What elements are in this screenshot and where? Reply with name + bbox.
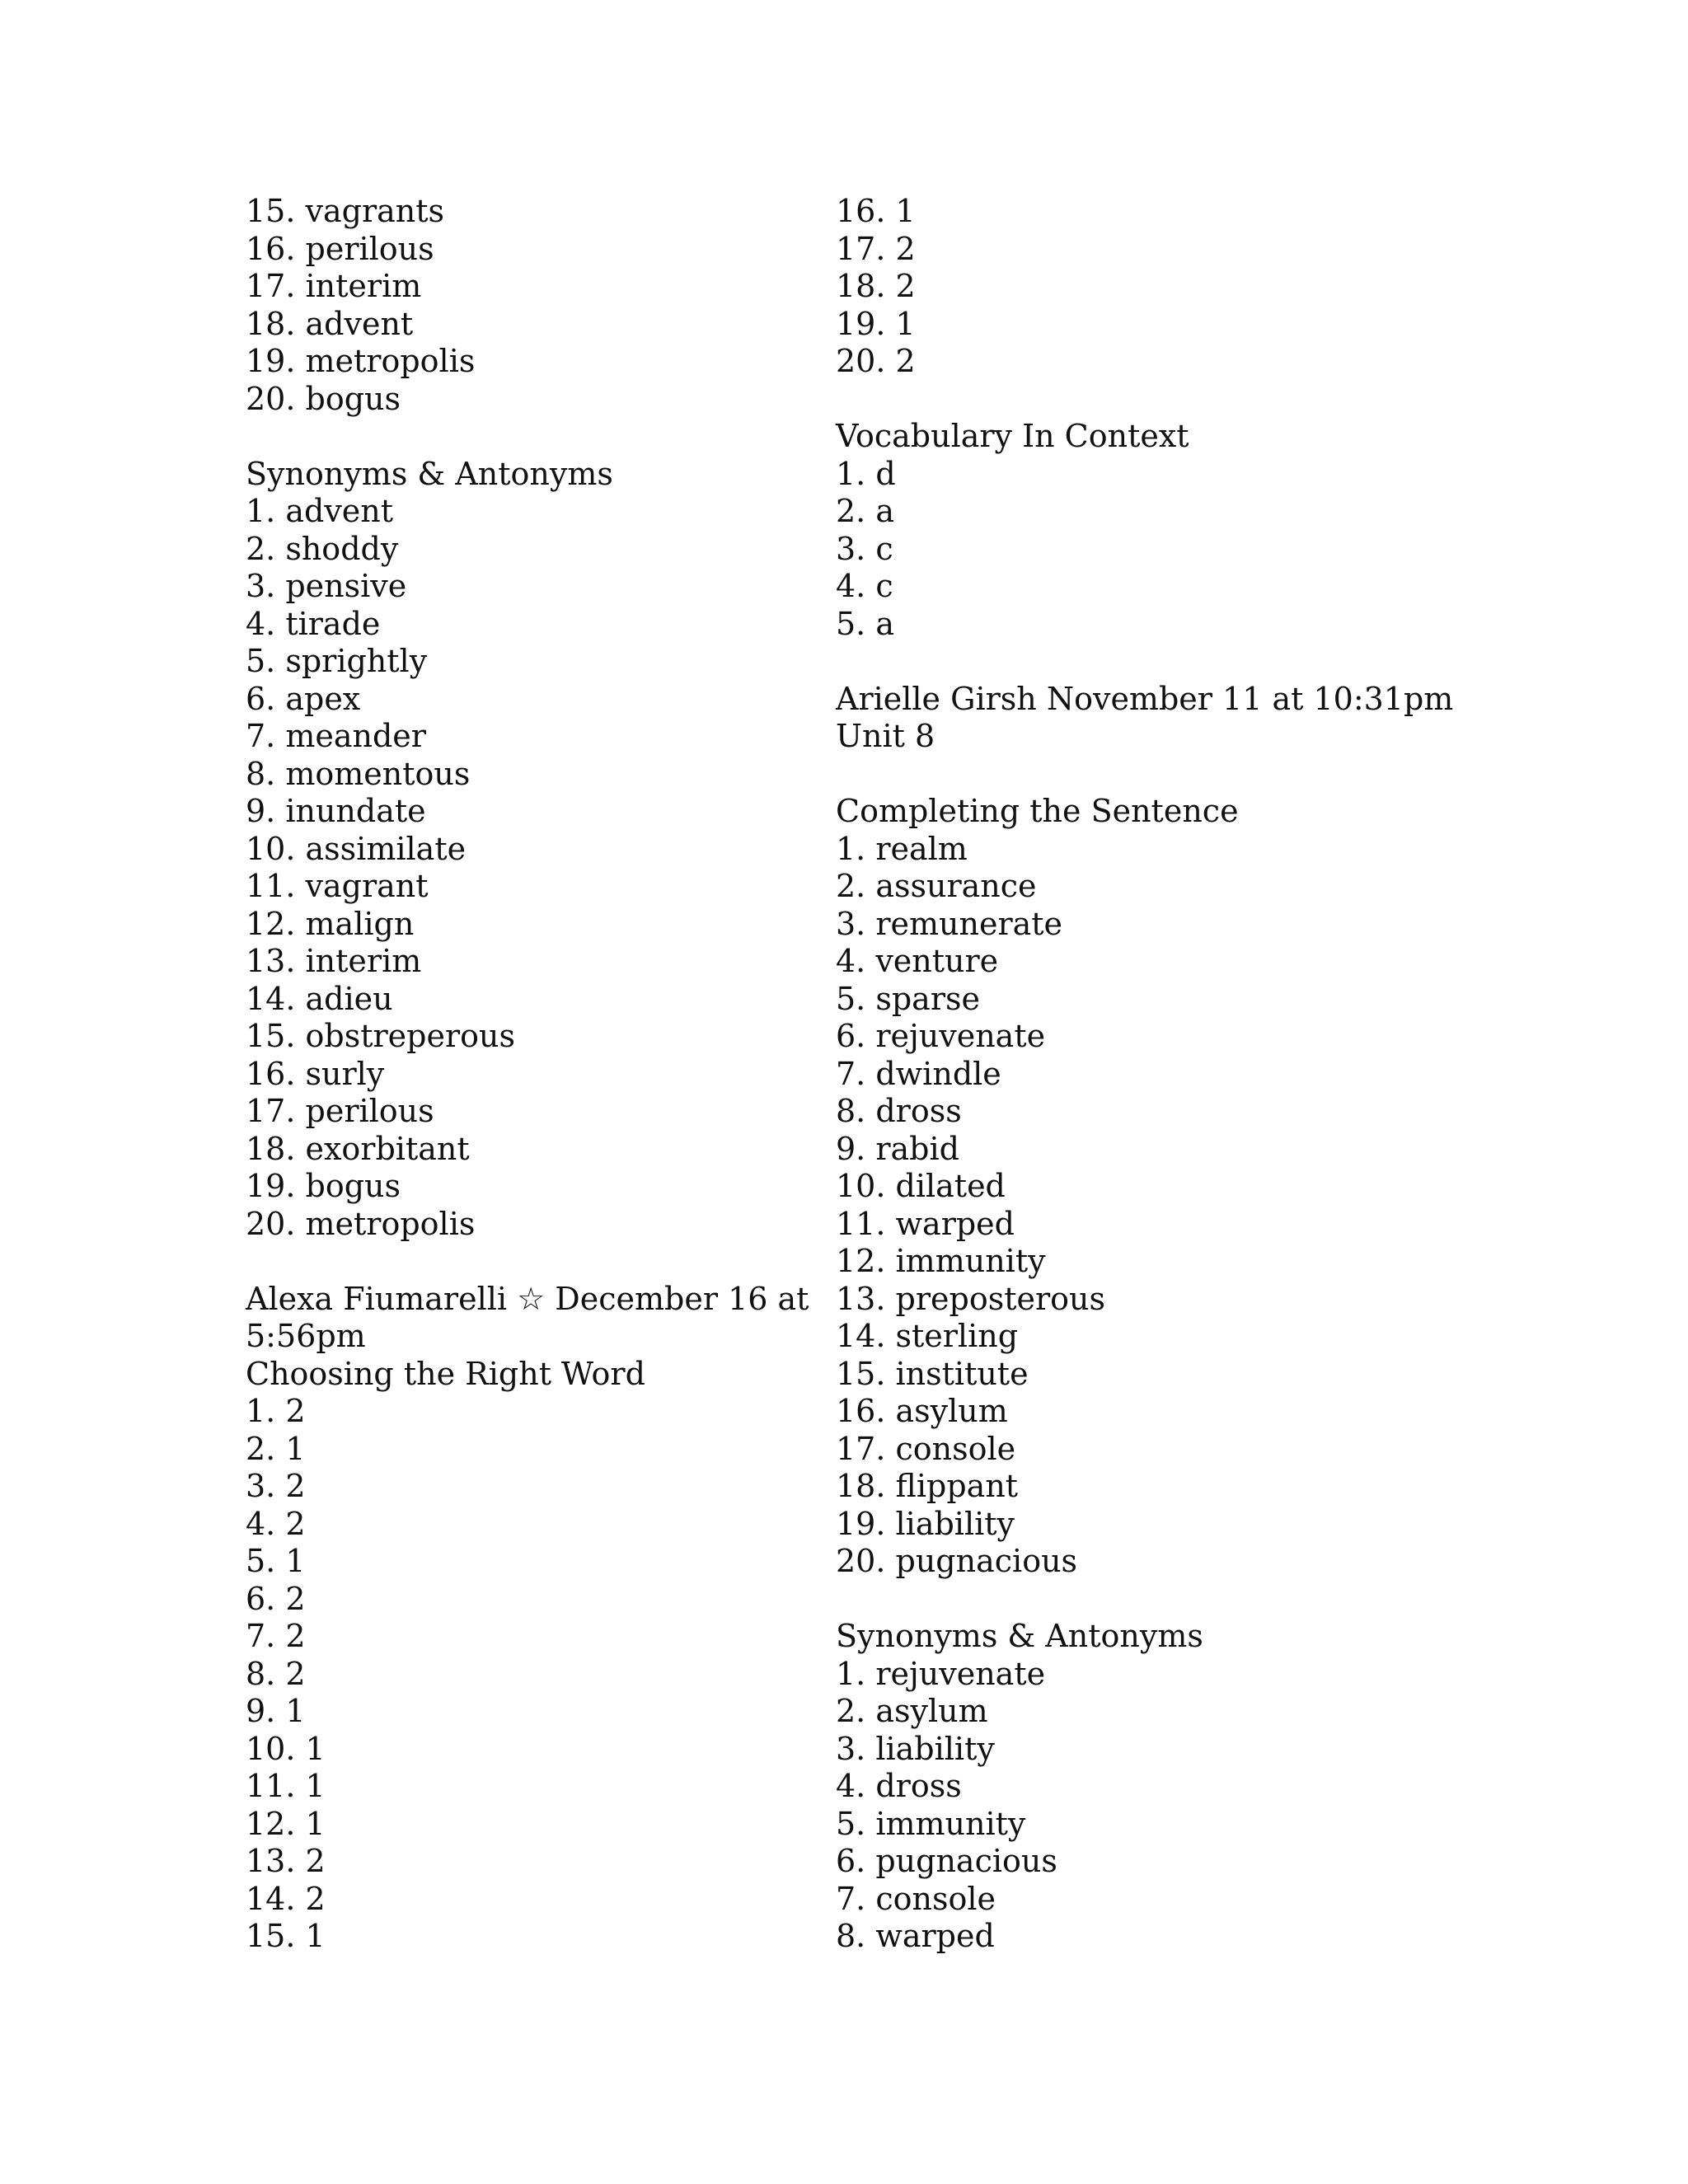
list-item: 14. adieu — [246, 980, 393, 1017]
author-line: Alexa Fiumarelli ☆ December 16 at — [246, 1280, 809, 1317]
list-item: 20. metropolis — [246, 1205, 476, 1242]
list-item: 2. asylum — [836, 1693, 988, 1729]
list-item: 10. 1 — [246, 1730, 326, 1767]
list-item: 5. immunity — [836, 1805, 1026, 1842]
list-item: 1. realm — [836, 830, 968, 867]
list-item: 17. interim — [246, 268, 422, 304]
blank-line — [246, 418, 823, 456]
list-item: 16. asylum — [836, 1393, 1008, 1429]
list-item: 16. surly — [246, 1055, 385, 1092]
list-item: 8. 2 — [246, 1655, 306, 1692]
list-item: 9. inundate — [246, 793, 426, 829]
list-item: 1. d — [836, 455, 896, 492]
blank-line — [836, 643, 1413, 681]
list-item: 2. a — [836, 493, 894, 529]
list-item: 18. 2 — [836, 268, 916, 304]
list-item: 2. shoddy — [246, 530, 399, 567]
list-item: 6. pugnacious — [836, 1843, 1057, 1879]
list-item: 6. rejuvenate — [836, 1018, 1046, 1054]
list-item: 10. assimilate — [246, 830, 467, 867]
list-item: 19. bogus — [246, 1168, 401, 1204]
section-heading: Synonyms & Antonyms — [836, 1618, 1203, 1654]
list-item: 4. c — [836, 568, 893, 604]
list-item: 2. assurance — [836, 868, 1037, 904]
list-item: 13. 2 — [246, 1843, 326, 1879]
list-item: 8. momentous — [246, 755, 471, 792]
list-item: 18. exorbitant — [246, 1130, 470, 1167]
list-item: 11. vagrant — [246, 868, 429, 904]
list-item: 7. meander — [246, 718, 426, 754]
section-heading: Vocabulary In Context — [836, 418, 1189, 454]
list-item: 4. tirade — [246, 605, 381, 642]
list-item: 5. 1 — [246, 1543, 306, 1579]
list-item: 1. 2 — [246, 1393, 306, 1429]
list-item: 5. sparse — [836, 980, 980, 1017]
list-item: 20. 2 — [836, 343, 916, 379]
list-item: 12. immunity — [836, 1243, 1046, 1279]
blank-line — [836, 381, 1413, 419]
list-item: 19. 1 — [836, 305, 916, 342]
list-item: 7. console — [836, 1880, 996, 1917]
list-item: 15. vagrants — [246, 193, 445, 229]
list-item: 14. sterling — [836, 1318, 1019, 1354]
list-item: 16. 1 — [836, 193, 916, 229]
list-item: 19. metropolis — [246, 343, 476, 379]
list-item: 18. advent — [246, 305, 414, 342]
list-item: 18. flippant — [836, 1468, 1019, 1504]
list-item: 12. malign — [246, 905, 415, 942]
list-item: 6. apex — [246, 680, 361, 717]
list-item: 3. 2 — [246, 1468, 306, 1504]
list-item: 14. 2 — [246, 1880, 326, 1917]
list-item: 3. c — [836, 530, 893, 567]
list-item: 3. remunerate — [836, 905, 1063, 942]
list-item: 16. perilous — [246, 230, 434, 267]
right-column — [836, 193, 1454, 1956]
list-item: 15. 1 — [246, 1918, 326, 1954]
list-item: 8. warped — [836, 1918, 995, 1954]
list-item: 9. 1 — [246, 1693, 306, 1729]
list-item: 4. dross — [836, 1768, 962, 1804]
list-item: 5. a — [836, 605, 894, 642]
section-heading: Synonyms & Antonyms — [246, 455, 613, 492]
author-line: Arielle Girsh November 11 at 10:31pm — [836, 680, 1454, 717]
author-line: 5:56pm — [246, 1318, 366, 1354]
list-item: 20. pugnacious — [836, 1543, 1078, 1579]
section-heading: Unit 8 — [836, 718, 935, 754]
section-heading: Choosing the Right Word — [246, 1355, 645, 1392]
blank-line — [836, 1581, 1413, 1619]
list-item: 4. 2 — [246, 1505, 306, 1542]
list-item: 7. dwindle — [836, 1055, 1001, 1092]
list-item: 2. 1 — [246, 1430, 306, 1467]
list-item: 1. rejuvenate — [836, 1655, 1046, 1692]
list-item: 11. warped — [836, 1205, 1015, 1242]
list-item: 17. console — [836, 1430, 1016, 1467]
list-item: 5. sprightly — [246, 643, 428, 679]
list-item: 1. advent — [246, 493, 394, 529]
list-item: 17. 2 — [836, 230, 916, 267]
list-item: 9. rabid — [836, 1130, 959, 1167]
list-item: 13. interim — [246, 943, 422, 979]
list-item: 8. dross — [836, 1093, 962, 1129]
list-item: 3. pensive — [246, 568, 407, 604]
list-item: 17. perilous — [246, 1093, 434, 1129]
list-item: 10. dilated — [836, 1168, 1006, 1204]
list-item: 20. bogus — [246, 380, 401, 417]
list-item: 12. 1 — [246, 1805, 326, 1842]
blank-line — [246, 1243, 823, 1281]
list-item: 6. 2 — [246, 1580, 306, 1617]
list-item: 15. institute — [836, 1355, 1029, 1392]
blank-line — [836, 756, 1413, 794]
left-column — [246, 193, 823, 1956]
list-item: 19. liability — [836, 1505, 1015, 1542]
list-item: 7. 2 — [246, 1618, 306, 1654]
list-item: 3. liability — [836, 1730, 995, 1767]
list-item: 13. preposterous — [836, 1280, 1105, 1317]
list-item: 4. venture — [836, 943, 999, 979]
list-item: 11. 1 — [246, 1768, 326, 1804]
section-heading: Completing the Sentence — [836, 793, 1239, 829]
list-item: 15. obstreperous — [246, 1018, 515, 1054]
